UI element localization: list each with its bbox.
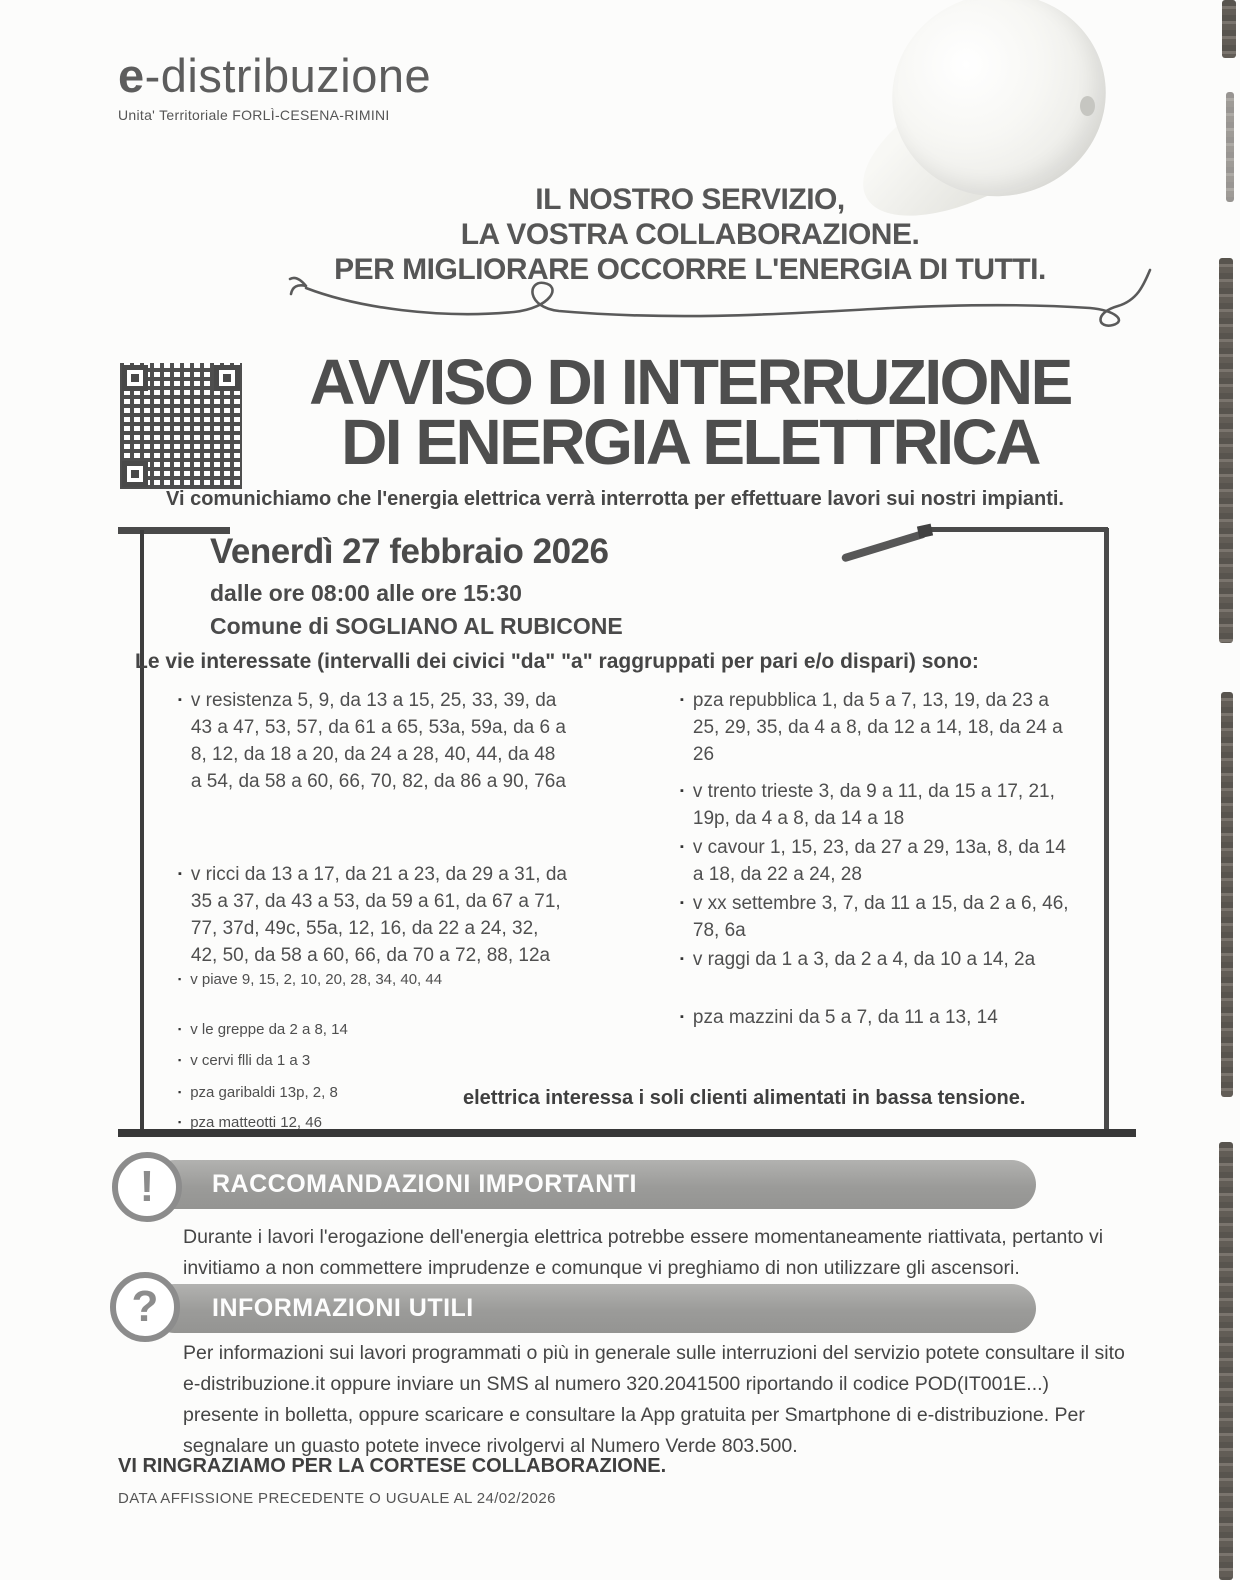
bullet-icon: ▪ — [178, 974, 182, 984]
streets-column-left — [178, 687, 570, 1133]
street-item: ▪ v resistenza 5, 9, da 13 a 15, 25, 33, 39, da 43 a 47, 53, 57, da 61 a 65, 53a, 59a, da 6 a 8, 12, da 18 a 20, da 24 a 28, 40, 44, da 48 a 54, da 58 a 60, 66, 70, 82, da 86 a 90, 76a — [178, 687, 570, 795]
logo-subtitle: Unita' Territoriale FORLÌ-CESENA-RIMINI — [118, 107, 390, 123]
qr-finder — [122, 365, 148, 391]
logo-e-glyph: e — [118, 49, 145, 102]
title-line-1: AVVISO DI INTERRUZIONE — [309, 346, 1071, 418]
low-voltage-note: elettrica interessa i soli clienti alimentati in bassa tensione. — [463, 1087, 1026, 1109]
outage-details-box — [118, 527, 1136, 1139]
scan-artifact — [1226, 92, 1234, 202]
street-item: ▪ v xx settembre 3, 7, da 11 a 15, da 2 a 6, 46, 78, 6a — [680, 890, 1072, 944]
power-cord-doodle — [288, 262, 1154, 342]
pencil-doodle — [841, 529, 927, 562]
frame-right-border — [1104, 528, 1109, 1133]
tagline-line-1: IL NOSTRO SERVIZIO, — [535, 183, 845, 216]
exclamation-icon: ! — [112, 1152, 182, 1222]
bullet-icon: ▪ — [680, 841, 684, 853]
logo — [118, 48, 431, 123]
street-item: ▪ v ricci da 13 a 17, da 21 a 23, da 29 a 31, da 35 a 37, da 43 a 53, da 59 a 61, da 67 a 71, 77, 37d, 49c, 55a, 12, 16, da 22 a 24, 32, 42, 50, da 58 a 60, 66, da 70 a 72, 88, 12a — [178, 861, 570, 969]
street-item: ▪ v le greppe da 2 a 8, 14 — [178, 1021, 348, 1038]
frame-left-border — [140, 530, 144, 1133]
bullet-icon: ▪ — [680, 897, 684, 909]
scan-artifact — [1219, 258, 1233, 643]
question-icon: ? — [110, 1272, 180, 1342]
footer-thanks: VI RINGRAZIAMO PER LA CORTESE COLLABORAZIONE. — [118, 1455, 667, 1477]
bullet-icon: ▪ — [680, 694, 684, 706]
title-line-2: DI ENERGIA ELETTRICA — [341, 406, 1039, 478]
bullet-icon: ▪ — [178, 694, 182, 706]
recommendations-body: Durante i lavori l'erogazione dell'energia elettrica potrebbe essere momentaneamente riattivata, pertanto vi invitiamo a non commettere imprudenze e comunque vi preghiamo di non utilizzare gli ascensori. — [183, 1226, 1104, 1279]
bullet-icon: ▪ — [680, 953, 684, 965]
scan-artifact — [1219, 1142, 1233, 1580]
page-title — [235, 346, 1145, 478]
scan-artifact — [1221, 692, 1233, 1097]
recommendations-banner — [150, 1160, 1036, 1209]
streets-column-right — [680, 687, 1072, 1031]
street-item: ▪ v cavour 1, 15, 23, da 27 a 29, 13a, 8, da 14 a 18, da 22 a 24, 28 — [680, 834, 1072, 888]
outage-time: dalle ore 08:00 alle ore 15:30 — [210, 580, 522, 606]
hard-hat-vent — [1080, 96, 1095, 116]
logo-rest: -distribuzione — [144, 49, 432, 102]
qr-finder — [122, 461, 148, 487]
bullet-icon: ▪ — [178, 1024, 182, 1034]
bullet-icon: ▪ — [178, 1087, 182, 1097]
street-item: ▪ v piave 9, 15, 2, 10, 20, 28, 34, 40, 44 — [178, 971, 443, 988]
info-body: Per informazioni sui lavori programmati o più in generale sulle interruzioni del servizio potete consultare il sito e-distribuzione.it oppure inviare un SMS al numero 320.2041500 riportando il codice POD(IT001E...) presente in bolletta, oppure scaricare e consultare la App gratuita per Smartphone di e-distribuzione. Per segnalare un guasto potete invece rivolgervi al Numero Verde 803.500. — [183, 1342, 1125, 1457]
recommendations-title: RACCOMANDAZIONI IMPORTANTI — [212, 1170, 637, 1198]
info-banner — [150, 1284, 1036, 1333]
bullet-icon: ▪ — [178, 868, 182, 880]
bullet-icon: ▪ — [178, 1055, 182, 1065]
scan-artifact — [1222, 0, 1236, 58]
logo-wordmark — [118, 48, 431, 103]
footer-posting-date: DATA AFFISSIONE PRECEDENTE O UGUALE AL 24/02/2026 — [118, 1490, 556, 1507]
street-item: ▪ v trento trieste 3, da 9 a 11, da 15 a 17, 21, 19p, da 4 a 8, da 14 a 18 — [680, 778, 1072, 832]
street-item: ▪ v cervi flli da 1 a 3 — [178, 1052, 311, 1069]
intro-text: Vi comunichiamo che l'energia elettrica verrà interrotta per effettuare lavori sui nostri impianti. — [166, 488, 1064, 510]
street-item: ▪ pza matteotti 12, 46 — [178, 1114, 322, 1131]
qr-code-icon — [120, 363, 242, 489]
streets-header: Le vie interessate (intervalli dei civici "da" "a" raggruppati per pari e/o dispari) sono: — [135, 650, 979, 673]
info-title: INFORMAZIONI UTILI — [212, 1294, 474, 1322]
bullet-icon: ▪ — [680, 1011, 684, 1023]
outage-comune: Comune di SOGLIANO AL RUBICONE — [210, 613, 623, 639]
bullet-icon: ▪ — [680, 785, 684, 797]
pencil-nib — [917, 524, 933, 539]
outage-date: Venerdì 27 febbraio 2026 — [210, 532, 609, 571]
tagline-line-3: PER MIGLIORARE OCCORRE L'ENERGIA DI TUTTI. — [334, 253, 1046, 286]
street-item: ▪ pza mazzini da 5 a 7, da 11 a 13, 14 — [680, 1004, 1072, 1031]
street-item: ▪ pza garibaldi 13p, 2, 8 — [178, 1084, 338, 1101]
bullet-icon: ▪ — [178, 1117, 182, 1127]
street-item: ▪ pza repubblica 1, da 5 a 7, 13, 19, da 23 a 25, 29, 35, da 4 a 8, da 12 a 14, 18, da 24 a 26 — [680, 687, 1072, 768]
tagline-line-2: LA VOSTRA COLLABORAZIONE. — [460, 218, 920, 251]
street-item: ▪ v raggi da 1 a 3, da 2 a 4, da 10 a 14, 2a — [680, 946, 1072, 973]
frame-top-right-border — [918, 527, 1108, 532]
